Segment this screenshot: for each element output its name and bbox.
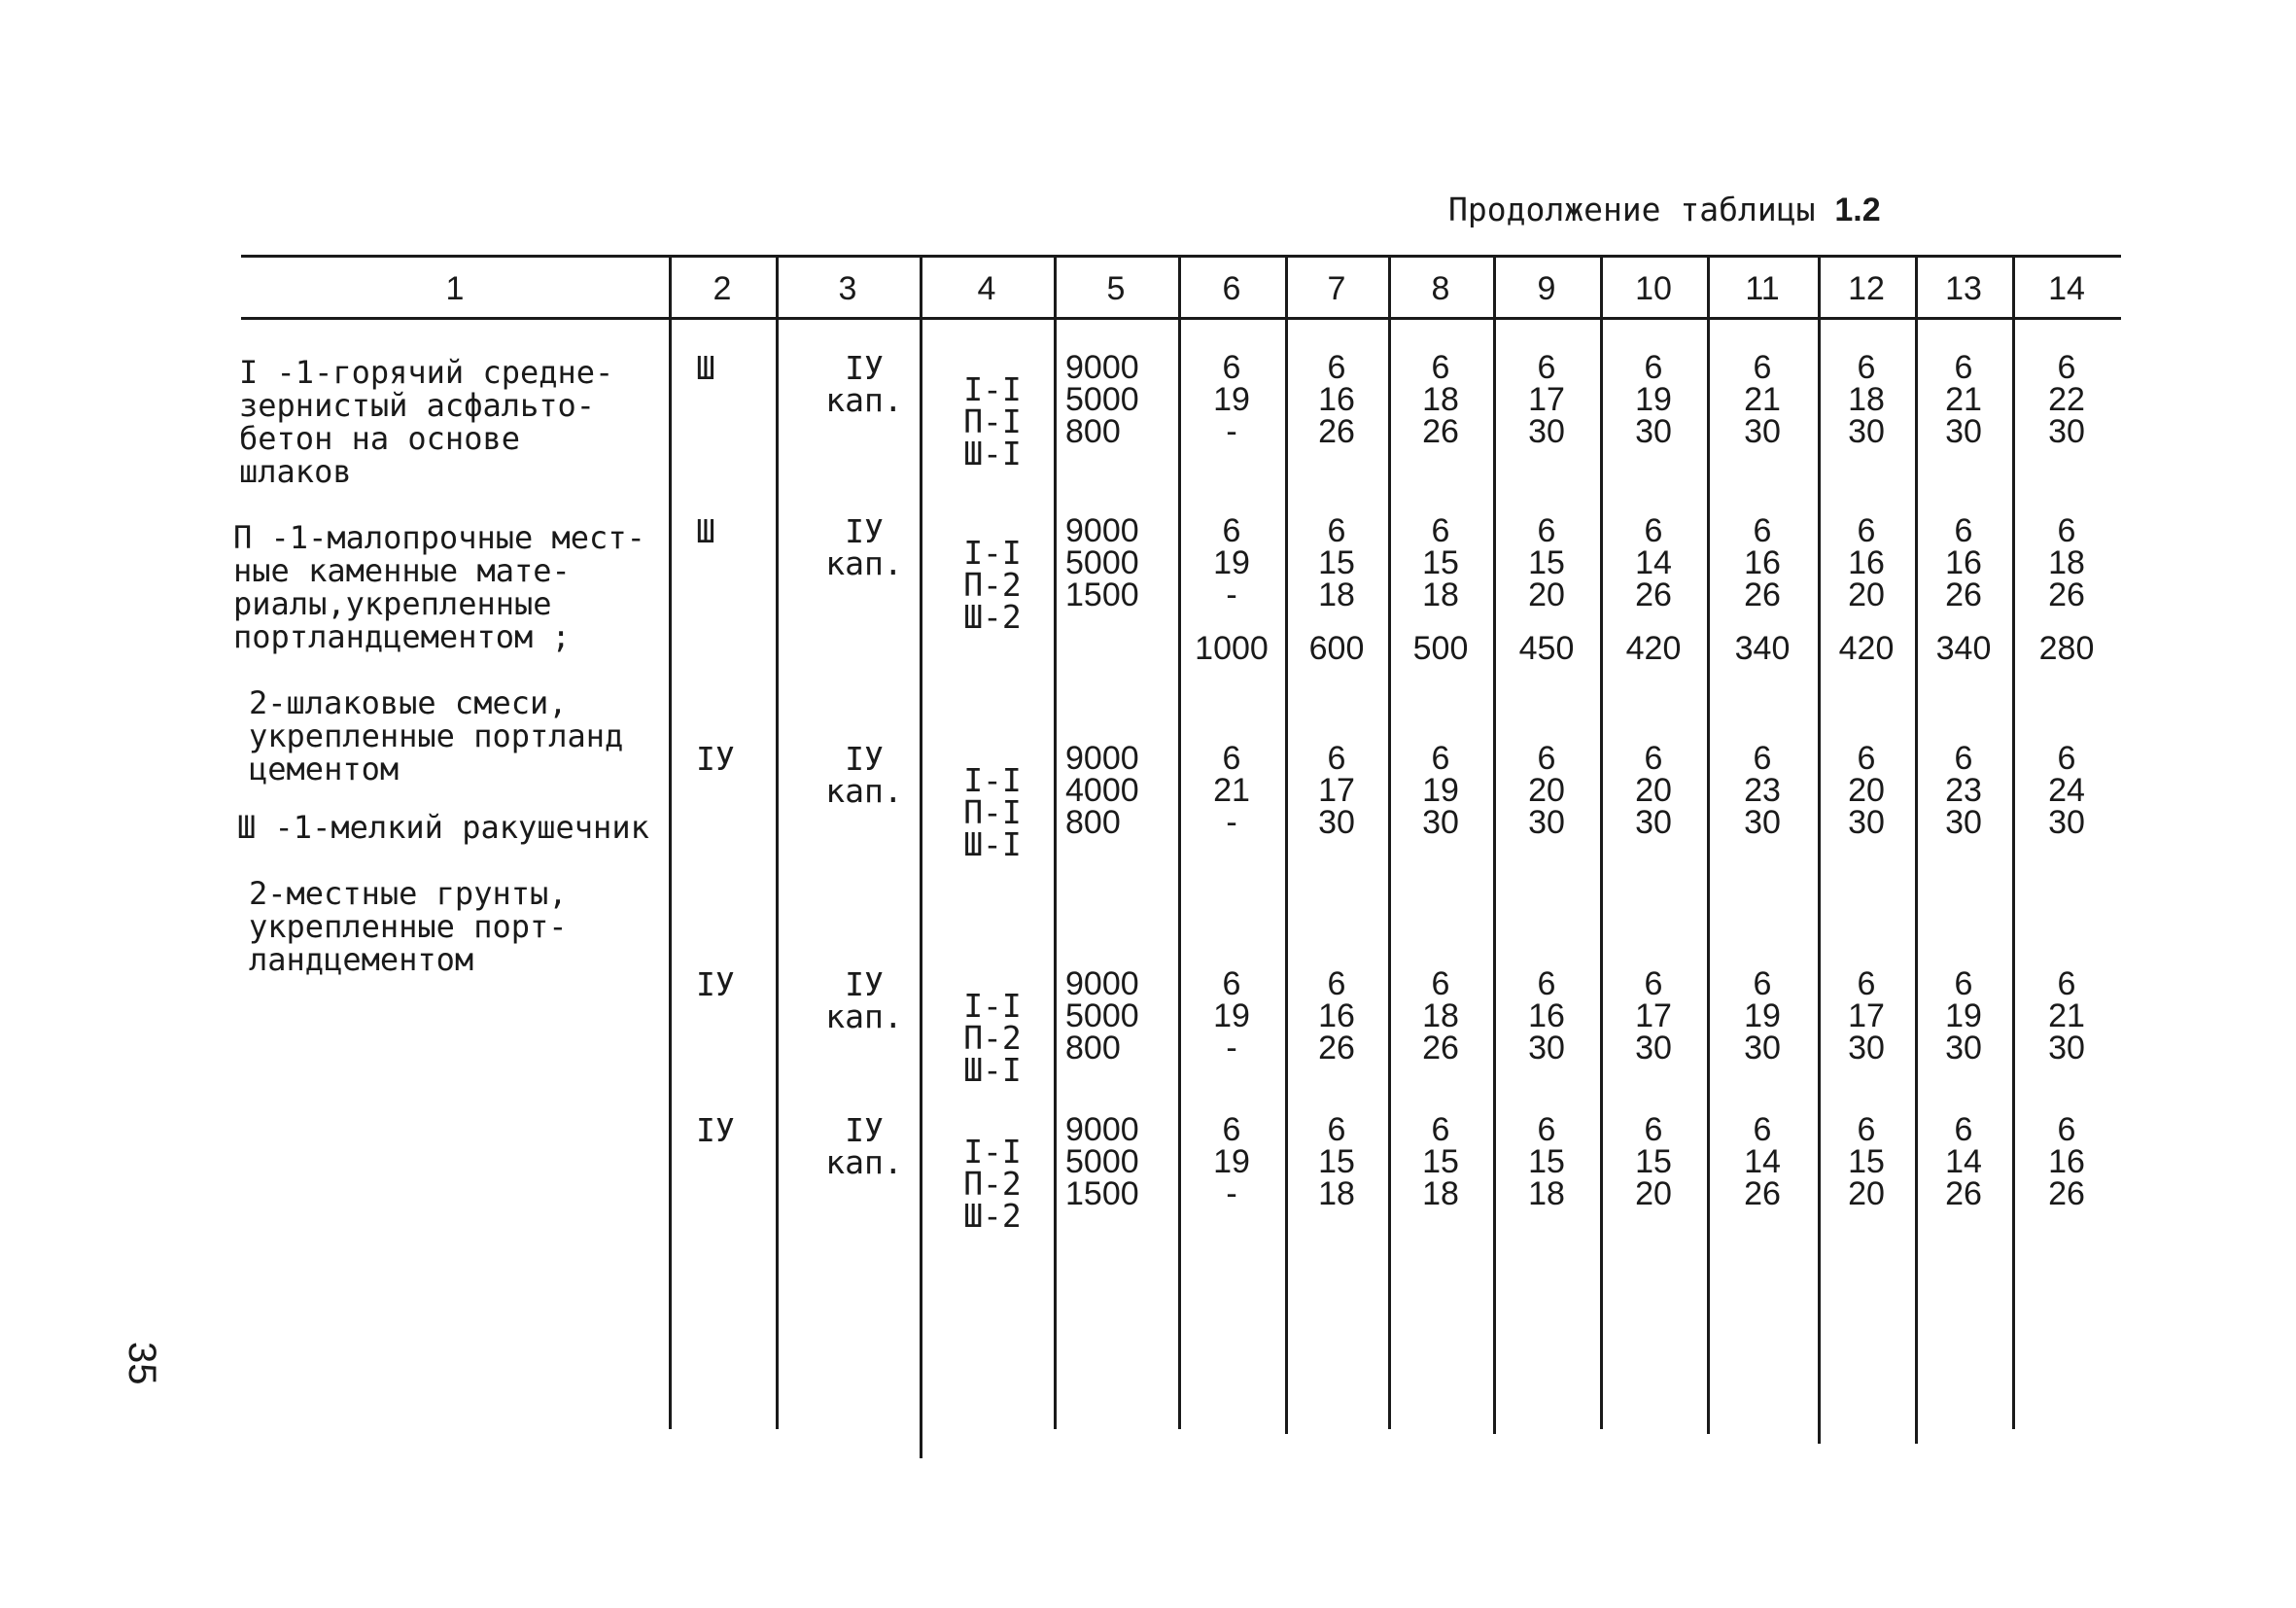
column-divider — [1600, 255, 1603, 1429]
description-1: I -1-горячий средне- зернистый асфальто- бетон на основе шлаков — [239, 354, 614, 490]
layer-thickness: 6 16 20 — [1848, 512, 1885, 613]
layer-thickness: 6 15 20 — [1528, 512, 1565, 613]
column-divider — [1818, 255, 1821, 1444]
layer-thickness: 6 15 18 — [1318, 1111, 1355, 1212]
header-cell-8: 8 — [1431, 270, 1450, 307]
layer-thickness: 6 24 30 — [2048, 740, 2085, 841]
column-divider — [776, 255, 779, 1429]
coating-type: IУ кап. — [825, 512, 903, 582]
coating-type: IУ кап. — [825, 965, 903, 1035]
extra-value: 420 — [1838, 630, 1895, 667]
soil-class: I-I П-2 Ш-2 — [963, 1133, 1022, 1235]
layer-thickness: 6 15 20 — [1848, 1111, 1885, 1212]
coating-type: IУ кап. — [825, 1111, 903, 1181]
layer-thickness: 6 18 26 — [1422, 965, 1459, 1066]
extra-value: 450 — [1518, 630, 1575, 667]
layer-thickness: 6 21 - — [1213, 740, 1250, 841]
extra-value: 340 — [1935, 630, 1992, 667]
soil-class: I-I П-I Ш-I — [963, 761, 1022, 863]
layer-thickness: 6 19 - — [1213, 349, 1250, 450]
column-divider — [1285, 255, 1288, 1434]
layer-thickness: 6 19 30 — [1422, 740, 1459, 841]
coating-type: IУ кап. — [825, 740, 903, 810]
description-3: 2-шлаковые смеси, укрепленные портланд цементом — [249, 684, 624, 787]
layer-thickness: 6 21 30 — [1945, 349, 1982, 450]
layer-thickness: 6 16 26 — [1318, 349, 1355, 450]
layer-thickness: 6 16 26 — [1318, 965, 1355, 1066]
header-cell-9: 9 — [1537, 270, 1556, 307]
layer-thickness: 6 19 30 — [1744, 965, 1781, 1066]
column-divider — [669, 255, 672, 1429]
layer-thickness: 6 21 30 — [2048, 965, 2085, 1066]
header-bottom-rule — [241, 317, 2121, 320]
layer-thickness: 6 15 20 — [1635, 1111, 1672, 1212]
header-cell-7: 7 — [1327, 270, 1346, 307]
column-divider — [2012, 255, 2015, 1429]
header-cell-12: 12 — [1848, 270, 1885, 307]
caption-number: 1.2 — [1834, 192, 1881, 228]
table-caption — [1448, 191, 1881, 229]
layer-thickness: 6 15 18 — [1318, 512, 1355, 613]
layer-thickness: 6 17 30 — [1318, 740, 1355, 841]
traffic-value: 9000 5000 1500 — [1065, 1111, 1139, 1212]
soil-class: I-I П-2 Ш-2 — [963, 534, 1022, 636]
extra-value: 340 — [1734, 630, 1791, 667]
layer-thickness: 6 14 26 — [1635, 512, 1672, 613]
column-divider — [1388, 255, 1391, 1429]
column-divider — [920, 255, 922, 1458]
layer-thickness: 6 20 30 — [1635, 740, 1672, 841]
layer-thickness: 6 16 26 — [1744, 512, 1781, 613]
extra-value: 500 — [1412, 630, 1469, 667]
soil-class: I-I П-2 Ш-I — [963, 987, 1022, 1089]
layer-thickness: 6 16 30 — [1528, 965, 1565, 1066]
layer-thickness: 6 21 30 — [1744, 349, 1781, 450]
extra-value: 420 — [1625, 630, 1682, 667]
header-cell-13: 13 — [1945, 270, 1982, 307]
layer-thickness: 6 19 - — [1213, 965, 1250, 1066]
header-cell-3: 3 — [838, 270, 857, 307]
page-number: 35 — [121, 1342, 163, 1385]
layer-thickness: 6 16 26 — [2048, 1111, 2085, 1212]
layer-thickness: 6 19 - — [1213, 512, 1250, 613]
extra-value: 280 — [2038, 630, 2095, 667]
traffic-value: 9000 5000 800 — [1065, 349, 1139, 450]
extra-value: 600 — [1308, 630, 1365, 667]
layer-thickness: 6 18 26 — [1422, 349, 1459, 450]
traffic-value: 9000 4000 800 — [1065, 740, 1139, 841]
layer-thickness: 6 18 30 — [1848, 349, 1885, 450]
layer-thickness: 6 18 26 — [2048, 512, 2085, 613]
column-divider — [1178, 255, 1181, 1429]
layer-thickness: 6 22 30 — [2048, 349, 2085, 450]
header-top-rule — [241, 255, 2121, 258]
layer-thickness: 6 19 - — [1213, 1111, 1250, 1212]
traffic-value: 9000 5000 1500 — [1065, 512, 1139, 613]
layer-thickness: 6 20 30 — [1528, 740, 1565, 841]
layer-thickness: 6 15 18 — [1422, 1111, 1459, 1212]
header-cell-10: 10 — [1635, 270, 1672, 307]
layer-thickness: 6 23 30 — [1945, 740, 1982, 841]
layer-thickness: 6 19 30 — [1945, 965, 1982, 1066]
layer-thickness: 6 17 30 — [1528, 349, 1565, 450]
traffic-value: 9000 5000 800 — [1065, 965, 1139, 1066]
header-cell-6: 6 — [1222, 270, 1241, 307]
coating-type: IУ кап. — [825, 349, 903, 419]
layer-thickness: 6 17 30 — [1635, 965, 1672, 1066]
layer-thickness: 6 23 30 — [1744, 740, 1781, 841]
description-5: 2-местные грунты, укрепленные порт- ландцементом — [249, 875, 568, 978]
road-category: Ш — [696, 512, 715, 550]
road-category: IУ — [696, 1111, 735, 1149]
layer-thickness: 6 20 30 — [1848, 740, 1885, 841]
column-divider — [1707, 255, 1710, 1434]
road-category: IУ — [696, 740, 735, 778]
column-divider — [1493, 255, 1496, 1434]
column-divider — [1054, 255, 1057, 1429]
layer-thickness: 6 15 18 — [1422, 512, 1459, 613]
road-category: Ш — [696, 349, 715, 387]
layer-thickness: 6 16 26 — [1945, 512, 1982, 613]
header-cell-14: 14 — [2048, 270, 2085, 307]
header-cell-4: 4 — [977, 270, 996, 307]
header-cell-5: 5 — [1106, 270, 1126, 307]
description-2: П -1-малопрочные мест- ные каменные мате- риалы,укрепленные портландцементом ; — [233, 519, 645, 655]
column-divider — [1915, 255, 1918, 1444]
layer-thickness: 6 15 18 — [1528, 1111, 1565, 1212]
layer-thickness: 6 14 26 — [1945, 1111, 1982, 1212]
soil-class: I-I П-I Ш-I — [963, 370, 1022, 472]
layer-thickness: 6 19 30 — [1635, 349, 1672, 450]
header-cell-11: 11 — [1745, 270, 1780, 307]
header-cell-2: 2 — [713, 270, 732, 307]
layer-thickness: 6 14 26 — [1744, 1111, 1781, 1212]
road-category: IУ — [696, 965, 735, 1003]
description-4: Ш -1-мелкий ракушечник — [237, 809, 649, 846]
header-cell-1: 1 — [445, 270, 465, 307]
extra-value: 1000 — [1195, 630, 1269, 667]
layer-thickness: 6 17 30 — [1848, 965, 1885, 1066]
caption-text: Продолжение таблицы — [1448, 191, 1816, 228]
